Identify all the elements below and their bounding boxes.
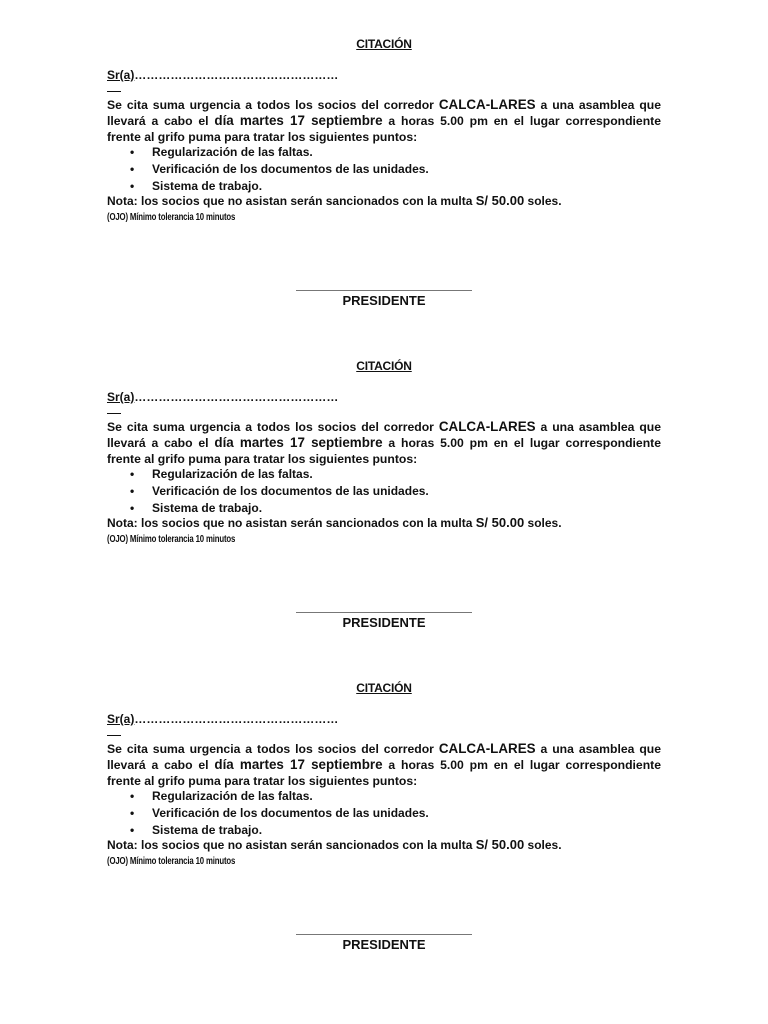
body-text: a una asamblea que llevará a cabo el xyxy=(107,98,661,128)
body-text: a una asamblea que llevará a cabo el xyxy=(107,742,661,772)
recipient-dots: …………………………………………… xyxy=(134,712,339,726)
short-rule xyxy=(107,413,121,414)
note-text: : los socios que no asistan serán sancionados con la multa xyxy=(133,838,476,852)
citation-block xyxy=(0,322,768,644)
list-item xyxy=(130,144,429,161)
fine-amount: S/ 50.00 xyxy=(475,515,525,530)
meeting-date: día martes 17 septiembre xyxy=(214,435,383,450)
penalty-note xyxy=(107,515,562,530)
agenda-item-text: Verificación de los documentos de las unidades. xyxy=(152,806,429,820)
penalty-note xyxy=(107,837,562,852)
agenda-item-text: Sistema de trabajo. xyxy=(152,179,263,193)
list-item xyxy=(130,483,429,500)
agenda-item-text: Sistema de trabajo. xyxy=(152,501,263,515)
recipient-line xyxy=(107,390,338,404)
body-text: Se cita suma urgencia a todos los socios del corredor xyxy=(107,98,439,112)
note-label: Nota xyxy=(107,194,134,208)
citation-title: CITACIÓN xyxy=(356,37,412,51)
recipient-label: Sr(a) xyxy=(107,390,135,404)
body-text: Se cita suma urgencia a todos los socios del corredor xyxy=(107,742,439,756)
citation-title: CITACIÓN xyxy=(356,681,412,695)
fine-amount: S/ 50.00 xyxy=(475,193,525,208)
note-label: Nota xyxy=(107,838,134,852)
tolerance-note: (OJO) Mínimo tolerancia 10 minutos xyxy=(107,534,236,545)
signature-line xyxy=(296,612,472,613)
note-text: : los socios que no asistan serán sancionados con la multa xyxy=(133,516,476,530)
bullet-icon: • xyxy=(130,501,135,515)
citation-body xyxy=(107,419,661,467)
list-item xyxy=(130,805,429,822)
penalty-note xyxy=(107,193,562,208)
bullet-icon: • xyxy=(130,467,135,481)
corridor-name: CALCA-LARES xyxy=(438,419,536,434)
short-rule xyxy=(107,735,121,736)
body-text: a horas 5.00 pm en el lugar correspondiente frente al grifo puma para tratar los siguientes puntos: xyxy=(107,114,661,144)
tolerance-note: (OJO) Mínimo tolerancia 10 minutos xyxy=(107,856,236,867)
recipient-dots: …………………………………………… xyxy=(134,68,339,82)
meeting-date: día martes 17 septiembre xyxy=(214,757,383,772)
tolerance-note: (OJO) Mínimo tolerancia 10 minutos xyxy=(107,212,236,223)
body-text: a una asamblea que llevará a cabo el xyxy=(107,420,661,450)
body-text: Se cita suma urgencia a todos los socios del corredor xyxy=(107,420,439,434)
agenda-list xyxy=(130,466,429,517)
bullet-icon: • xyxy=(130,789,135,803)
signer-title: PRESIDENTE xyxy=(342,937,426,952)
bullet-icon: • xyxy=(130,145,135,159)
bullet-icon: • xyxy=(130,162,135,176)
citation-block xyxy=(0,644,768,966)
recipient-line xyxy=(107,712,338,726)
agenda-list xyxy=(130,788,429,839)
bullet-icon: • xyxy=(130,823,135,837)
citation-title: CITACIÓN xyxy=(356,359,412,373)
note-text: : los socios que no asistan serán sancionados con la multa xyxy=(133,194,476,208)
list-item xyxy=(130,788,429,805)
note-label: Nota xyxy=(107,516,134,530)
agenda-list xyxy=(130,144,429,195)
recipient-label: Sr(a) xyxy=(107,68,135,82)
fine-amount: S/ 50.00 xyxy=(475,837,525,852)
signer-title: PRESIDENTE xyxy=(342,615,426,630)
citation-block xyxy=(0,0,768,322)
signer-title: PRESIDENTE xyxy=(342,293,426,308)
body-text: a horas 5.00 pm en el lugar correspondiente frente al grifo puma para tratar los siguientes puntos: xyxy=(107,436,661,466)
recipient-label: Sr(a) xyxy=(107,712,135,726)
recipient-line xyxy=(107,68,338,82)
note-text: soles. xyxy=(524,516,562,530)
note-text: soles. xyxy=(524,194,562,208)
recipient-dots: …………………………………………… xyxy=(134,390,339,404)
citation-body xyxy=(107,741,661,789)
signature-line xyxy=(296,290,472,291)
body-text: a horas 5.00 pm en el lugar correspondiente frente al grifo puma para tratar los siguientes puntos: xyxy=(107,758,661,788)
short-rule xyxy=(107,91,121,92)
note-text: soles. xyxy=(524,838,562,852)
agenda-item-text: Verificación de los documentos de las unidades. xyxy=(152,162,429,176)
agenda-item-text: Verificación de los documentos de las unidades. xyxy=(152,484,429,498)
bullet-icon: • xyxy=(130,179,135,193)
corridor-name: CALCA-LARES xyxy=(438,97,536,112)
list-item xyxy=(130,466,429,483)
agenda-item-text: Sistema de trabajo. xyxy=(152,823,263,837)
corridor-name: CALCA-LARES xyxy=(438,741,536,756)
agenda-item-text: Regularización de las faltas. xyxy=(152,467,313,481)
citation-body xyxy=(107,97,661,145)
agenda-item-text: Regularización de las faltas. xyxy=(152,145,313,159)
agenda-item-text: Regularización de las faltas. xyxy=(152,789,313,803)
signature-line xyxy=(296,934,472,935)
list-item xyxy=(130,161,429,178)
bullet-icon: • xyxy=(130,806,135,820)
bullet-icon: • xyxy=(130,484,135,498)
meeting-date: día martes 17 septiembre xyxy=(214,113,383,128)
